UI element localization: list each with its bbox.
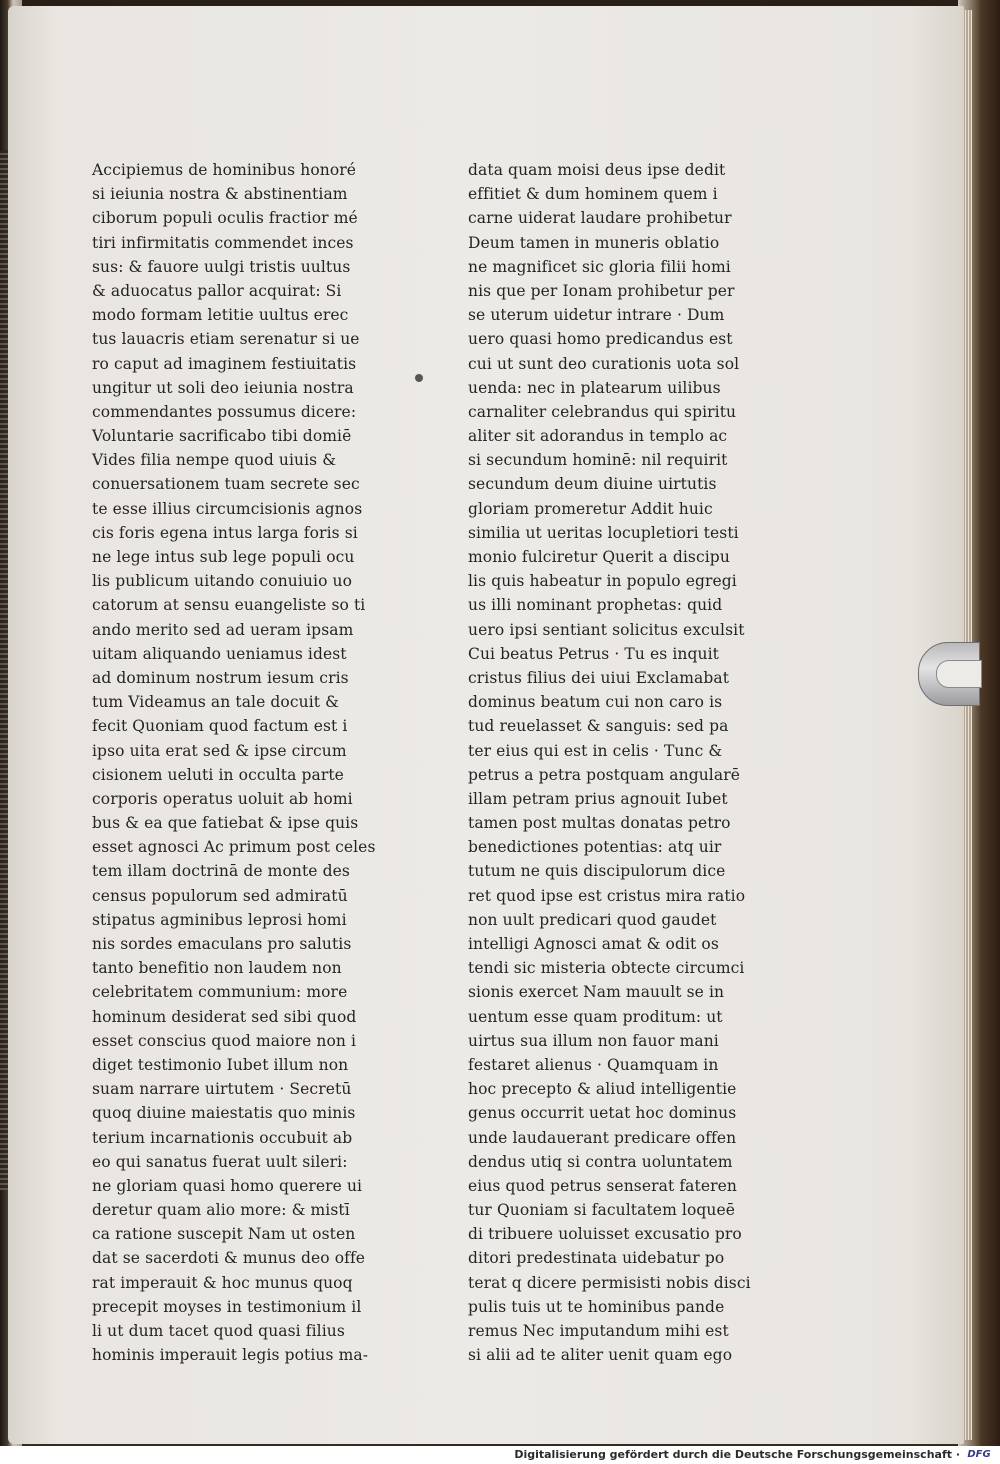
text-line: uenda: nec in platearum uilibus [468, 378, 721, 397]
text-line: precepit moyses in testimonium il [92, 1297, 362, 1316]
text-line: uero ipsi sentiant solicitus exculsit [468, 620, 745, 639]
pinhole-mark [415, 374, 423, 382]
text-line: & aduocatus pallor acquirat: Si [92, 281, 342, 300]
text-line: sionis exercet Nam mauult se in [468, 983, 725, 1002]
text-line: esset conscius quod maiore non i [92, 1031, 357, 1050]
text-line: dat se sacerdoti & munus deo offe [92, 1249, 366, 1268]
text-column-left [92, 158, 392, 1367]
text-line: cis foris egena intus larga foris si [92, 523, 358, 542]
text-line: di tribuere uoluisset excusatio pro [468, 1225, 742, 1244]
text-line: deretur quam alio more: & mistī [92, 1201, 350, 1220]
text-line: intelligi Agnosci amat & odit os [468, 935, 719, 953]
text-line: li ut dum tacet quod quasi filius [92, 1322, 345, 1340]
text-line: unde laudauerant predicare offen [468, 1128, 737, 1147]
text-line: terat q dicere permisisti nobis disci [468, 1273, 751, 1292]
text-line: hoc precepto & aliud intelligentie [468, 1080, 737, 1099]
text-line: eius quod petrus senserat fateren [468, 1176, 737, 1195]
text-line: ro caput ad imaginem festiuitatis [92, 354, 357, 373]
text-line: uero quasi homo predicandus est [468, 330, 733, 349]
text-line: lis quis habeatur in populo egregi [468, 572, 737, 591]
text-line: cristus filius dei uiui Exclamabat [468, 668, 730, 687]
text-line: quoq diuine maiestatis quo minis [92, 1104, 356, 1123]
text-line: cisionem ueluti in occulta parte [92, 765, 344, 784]
text-line: petrus a petra postquam angularē [468, 765, 740, 784]
text-line: pulis tuis ut te hominibus pande [468, 1297, 725, 1316]
text-line: terium incarnationis occubuit ab [92, 1128, 353, 1147]
text-line: data quam moisi deus ipse dedit [468, 161, 726, 179]
text-line: tem illam doctrinā de monte des [92, 862, 350, 881]
text-line: cui ut sunt deo curationis uota sol [468, 354, 740, 373]
text-line: se uterum uidetur intrare · Dum [468, 306, 725, 325]
text-line: benedictiones potentias: atq uir [468, 838, 722, 857]
text-line: similia ut ueritas locupletiori testi [468, 523, 739, 542]
text-line: ca ratione suscepit Nam ut osten [92, 1225, 356, 1244]
text-line: tutum ne quis discipulorum dice [468, 862, 726, 881]
text-line: tus lauacris etiam serenatur si ue [92, 330, 360, 349]
text-line: illam petram prius agnouit Iubet [468, 789, 728, 808]
text-line: ne lege intus sub lege populi ocu [92, 548, 355, 566]
text-line: hominum desiderat sed sibi quod [92, 1007, 357, 1026]
text-line: aliter sit adorandus in templo ac [468, 427, 728, 446]
text-line: stipatus agminibus leprosi homi [92, 910, 347, 929]
text-line: Accipiemus de hominibus honoré [92, 161, 357, 179]
page-clip-inner [936, 660, 982, 688]
text-line: tud reuelasset & sanguis: sed pa [468, 717, 729, 736]
text-line: festaret alienus · Quamquam in [468, 1055, 719, 1074]
text-line: gloriam promeretur Addit huic [468, 499, 713, 518]
text-line: uitam aliquando ueniamus idest [92, 644, 347, 663]
text-line: remus Nec imputandum mihi est [468, 1322, 729, 1340]
text-line: Cui beatus Petrus · Tu es inquit [468, 644, 719, 663]
text-line: diget testimonio Iubet illum non [92, 1055, 349, 1074]
text-line: ter eius qui est in celis · Tunc & [468, 741, 723, 760]
text-line: uirtus sua illum non fauor mani [468, 1031, 719, 1050]
text-line: dominus beatum cui non caro is [468, 693, 723, 712]
text-line: tur Quoniam si facultatem loqueē [468, 1201, 736, 1220]
text-line: ne magnificet sic gloria filii homi [468, 257, 731, 276]
text-line: si secundum hominē: nil requirit [468, 451, 728, 470]
text-line: tum Videamus an tale docuit & [92, 693, 340, 712]
text-line: bus & ea que fatiebat & ipse quis [92, 814, 359, 833]
text-line: te esse illius circumcisionis agnos [92, 499, 363, 518]
text-line: Voluntarie sacrificabo tibi domiē [92, 427, 352, 446]
text-line: conuersationem tuam secrete sec [92, 475, 360, 494]
text-column-right [468, 158, 763, 1367]
text-line: ando merito sed ad ueram ipsam [92, 620, 354, 639]
text-line: eo qui sanatus fuerat uult sileri: [92, 1152, 348, 1171]
text-line: si alii ad te aliter uenit quam ego [468, 1346, 733, 1365]
text-line: tanto benefitio non laudem non [92, 959, 342, 978]
text-line: rat imperauit & hoc munus quoq [92, 1273, 353, 1292]
text-line: commendantes possumus dicere: [92, 402, 357, 421]
text-line: monio fulciretur Querit a discipu [468, 548, 730, 566]
text-line: suam narrare uirtutem · Secretū [92, 1080, 352, 1099]
text-line: secundum deum diuine uirtutis [468, 475, 717, 494]
text-line: ditori predestinata uidebatur po [468, 1249, 725, 1268]
text-line: esset agnosci Ac primum post celes [92, 838, 376, 857]
text-line: lis publicum uitando conuiuio uo [92, 572, 353, 591]
text-line: sus: & fauore uulgi tristis uultus [92, 257, 351, 276]
text-line: corporis operatus uoluit ab homi [92, 789, 353, 808]
text-line: si ieiunia nostra & abstinentiam [92, 185, 348, 204]
text-line: census populorum sed admiratū [92, 886, 348, 905]
text-line: carnaliter celebrandus qui spiritu [468, 402, 737, 421]
text-line: effitiet & dum hominem quem i [468, 185, 718, 204]
text-line: dendus utiq si contra uoluntatem [468, 1152, 733, 1171]
text-line: tiri infirmitatis commendet inces [92, 233, 354, 252]
text-line: nis que per Ionam prohibetur per [468, 281, 735, 300]
text-line: carne uiderat laudare prohibetur [468, 209, 732, 228]
text-line: ne gloriam quasi homo querere ui [92, 1176, 363, 1195]
text-line: tamen post multas donatas petro [468, 814, 731, 833]
text-line: catorum at sensu euangeliste so ti [92, 596, 366, 615]
text-line: ipso uita erat sed & ipse circum [92, 741, 347, 760]
text-line: ad dominum nostrum iesum cris [92, 668, 349, 687]
text-line: non uult predicari quod gaudet [468, 910, 717, 929]
text-line: Deum tamen in muneris oblatio [468, 233, 720, 252]
text-line: genus occurrit uetat hoc dominus [468, 1104, 737, 1123]
text-line: hominis imperauit legis potius ma- [92, 1346, 369, 1365]
text-line: celebritatem communium: more [92, 983, 348, 1002]
text-line: ungitur ut soli deo ieiunia nostra [92, 378, 354, 397]
text-line: modo formam letitie uultus erec [92, 306, 349, 325]
text-line: ret quod ipse est cristus mira ratio [468, 886, 746, 905]
dfg-logo: DFG [967, 1449, 991, 1460]
text-line: uentum esse quam proditum: ut [468, 1007, 723, 1026]
funding-notice: Digitalisierung gefördert durch die Deutsche Forschungsgemeinschaft · [514, 1448, 960, 1461]
text-line: Vides filia nempe quod uiuis & [92, 451, 337, 470]
text-line: fecit Quoniam quod factum est i [92, 717, 348, 736]
text-line: tendi sic misteria obtecte circumci [468, 959, 745, 978]
text-line: us illi nominant prophetas: quid [468, 596, 723, 615]
text-line: ciborum populi oculis fractior mé [92, 209, 358, 228]
text-line: nis sordes emaculans pro salutis [92, 935, 352, 953]
